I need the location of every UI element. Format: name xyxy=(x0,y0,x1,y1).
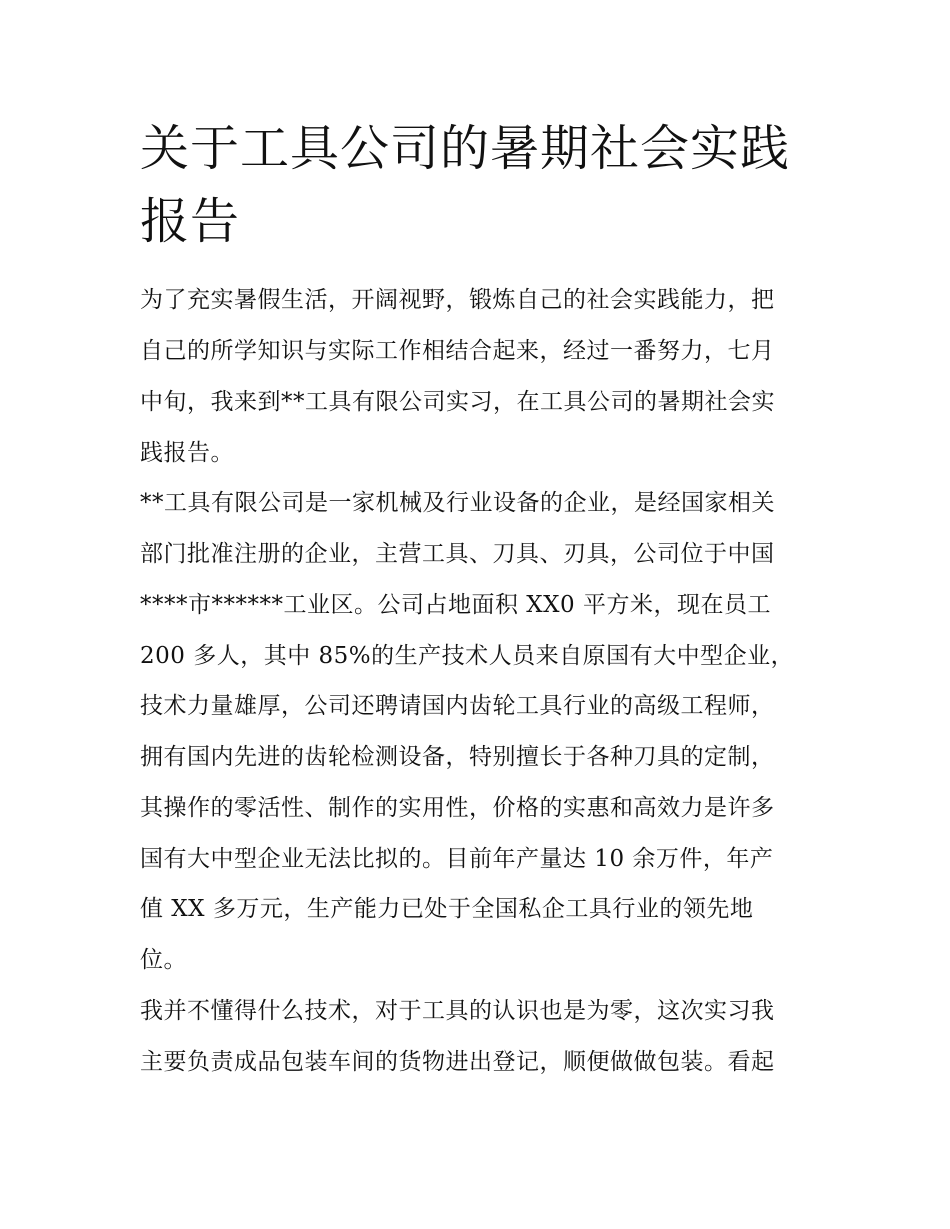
body-line: ****市******工业区。公司占地面积 XX0 平方米，现在员工 xyxy=(140,592,772,618)
body-line: 技术力量雄厚，公司还聘请国内齿轮工具行业的高级工程师， xyxy=(140,693,775,719)
body-line: 中旬，我来到**工具有限公司实习，在工具公司的暑期社会实 xyxy=(140,389,775,415)
body-line: 位。 xyxy=(140,947,187,973)
body-line: 拥有国内先进的齿轮检测设备，特别擅长于各种刀具的定制， xyxy=(140,744,775,770)
body-line: 200 多人，其中 85%的生产技术人员来自原国有大中型企业， xyxy=(140,643,795,669)
body-line: 值 XX 多万元，生产能力已处于全国私企工具行业的领先地 xyxy=(140,896,754,922)
body-line: 部门批准注册的企业，主营工具、刀具、刃具，公司位于中国 xyxy=(140,541,775,567)
title-line: 关于工具公司的暑期社会实践 xyxy=(140,120,791,177)
body-line: 国有大中型企业无法比拟的。目前年产量达 10 余万件，年产 xyxy=(140,846,774,872)
body-line: **工具有限公司是一家机械及行业设备的企业，是经国家相关 xyxy=(140,490,775,516)
body-line: 自己的所学知识与实际工作相结合起来，经过一番努力，七月 xyxy=(140,338,775,364)
body-line: 践报告。 xyxy=(140,440,234,466)
body-line: 我并不懂得什么技术，对于工具的认识也是为零，这次实习我 xyxy=(140,998,775,1024)
title-line: 报告 xyxy=(140,193,241,250)
body-line: 为了充实暑假生活，开阔视野，锻炼自己的社会实践能力，把 xyxy=(140,287,775,313)
body-line: 主要负责成品包装车间的货物进出登记，顺便做做包装。看起 xyxy=(140,1049,775,1075)
document-title xyxy=(140,112,820,258)
body-line: 其操作的零活性、制作的实用性，价格的实惠和高效力是许多 xyxy=(140,795,775,821)
